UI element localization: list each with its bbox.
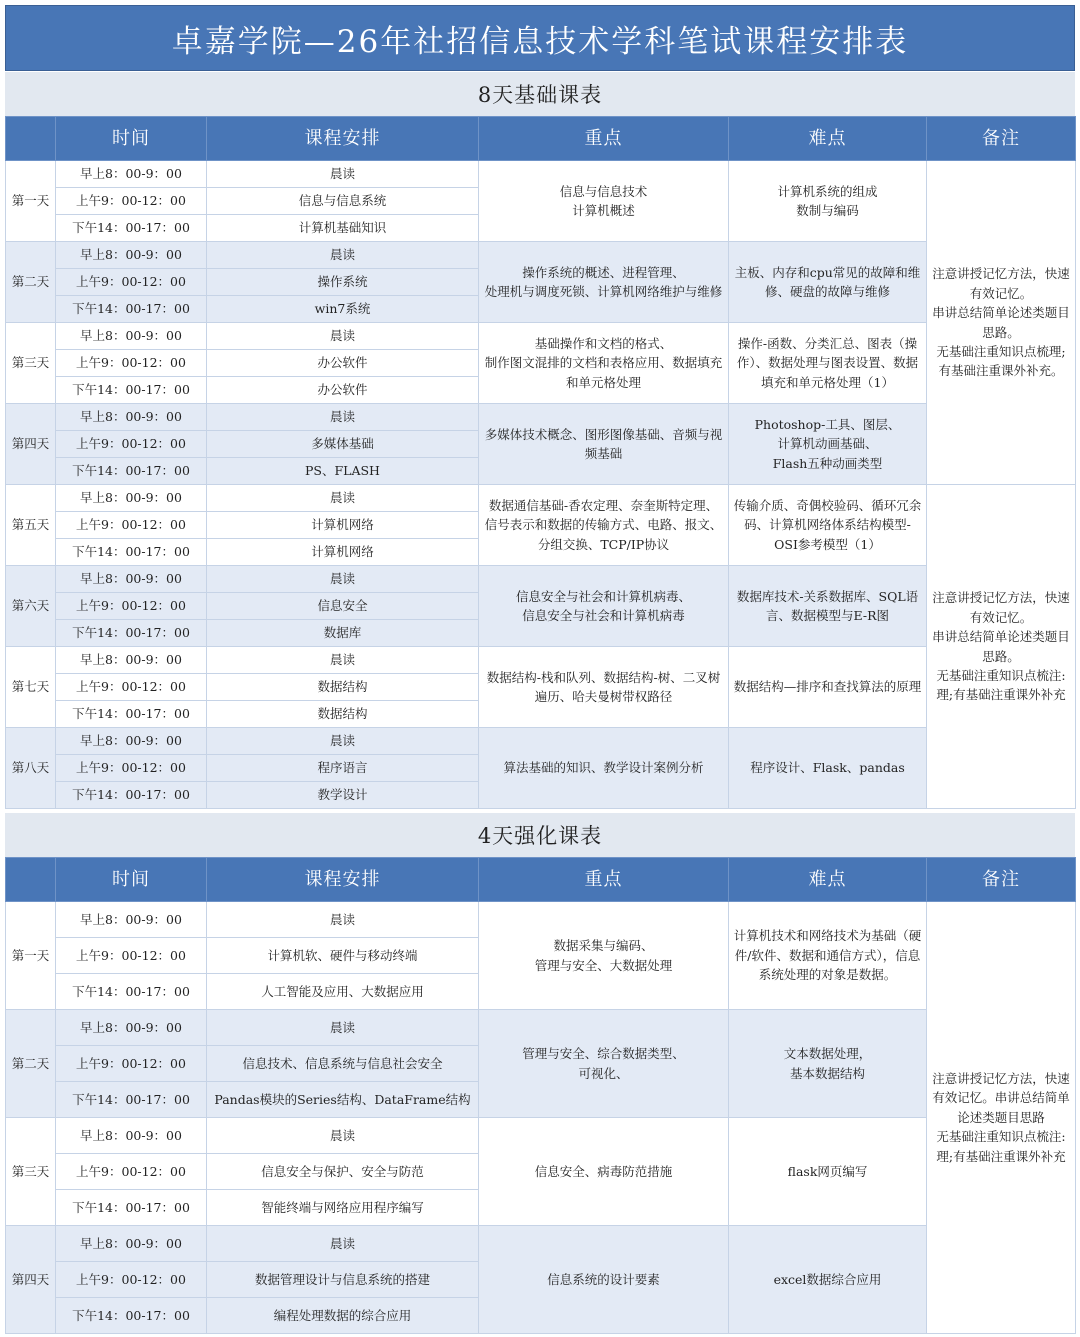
- time-cell: 早上8：00-9：00: [56, 404, 207, 431]
- header-difficulty: 难点: [729, 858, 927, 902]
- day-label: 第三天: [6, 1118, 56, 1226]
- course-cell: 晨读: [207, 485, 479, 512]
- table-row: [6, 902, 1076, 938]
- day-label: 第七天: [6, 647, 56, 728]
- course-cell: 晨读: [207, 242, 479, 269]
- header-blank: [6, 858, 56, 902]
- day-label: 第四天: [6, 1226, 56, 1334]
- key-point-cell: 多媒体技术概念、图形图像基础、音频与视频基础: [479, 404, 729, 485]
- table-row: [6, 485, 1076, 512]
- day-label: 第一天: [6, 902, 56, 1010]
- course-cell: 教学设计: [207, 782, 479, 809]
- time-cell: 上午9：00-12：00: [56, 938, 207, 974]
- time-cell: 下午14：00-17：00: [56, 215, 207, 242]
- course-cell: 信息与信息系统: [207, 188, 479, 215]
- course-cell: 信息安全与保护、安全与防范: [207, 1154, 479, 1190]
- table-row: [6, 1118, 1076, 1154]
- time-cell: 下午14：00-17：00: [56, 539, 207, 566]
- key-point-cell: 算法基础的知识、教学设计案例分析: [479, 728, 729, 809]
- course-cell: 晨读: [207, 161, 479, 188]
- key-point-cell: 管理与安全、综合数据类型、 可视化、: [479, 1010, 729, 1118]
- course-cell: 晨读: [207, 1226, 479, 1262]
- header-key: 重点: [479, 858, 729, 902]
- time-cell: 上午9：00-12：00: [56, 350, 207, 377]
- table-row: [6, 323, 1076, 350]
- time-cell: 上午9：00-12：00: [56, 1154, 207, 1190]
- time-cell: 下午14：00-17：00: [56, 296, 207, 323]
- course-cell: 计算机网络: [207, 539, 479, 566]
- time-cell: 上午9：00-12：00: [56, 188, 207, 215]
- course-cell: 数据库: [207, 620, 479, 647]
- time-cell: 上午9：00-12：00: [56, 1262, 207, 1298]
- time-cell: 下午14：00-17：00: [56, 458, 207, 485]
- course-cell: 晨读: [207, 728, 479, 755]
- course-cell: 操作系统: [207, 269, 479, 296]
- time-cell: 早上8：00-9：00: [56, 485, 207, 512]
- course-cell: 办公软件: [207, 377, 479, 404]
- section-title-intensive: 4天强化课表: [5, 813, 1075, 857]
- remarks-cell: 注意讲授记忆方法，快速有效记忆。 串讲总结简单论述类题目思路。 无基础注重知识点梳理;有基础注重课外补充。: [927, 161, 1076, 485]
- table-row: [6, 647, 1076, 674]
- course-cell: 计算机基础知识: [207, 215, 479, 242]
- time-cell: 上午9：00-12：00: [56, 755, 207, 782]
- course-cell: 计算机软、硬件与移动终端: [207, 938, 479, 974]
- time-cell: 下午14：00-17：00: [56, 377, 207, 404]
- header-difficulty: 难点: [729, 117, 927, 161]
- time-cell: 上午9：00-12：00: [56, 431, 207, 458]
- time-cell: 上午9：00-12：00: [56, 512, 207, 539]
- table-row: [6, 242, 1076, 269]
- remarks-cell: 注意讲授记忆方法，快速有效记忆。 串讲总结简单论述类题目思路。 无基础注重知识点梳注:理;有基础注重课外补充: [927, 485, 1076, 809]
- day-label: 第一天: [6, 161, 56, 242]
- header-key: 重点: [479, 117, 729, 161]
- time-cell: 早上8：00-9：00: [56, 161, 207, 188]
- header-blank: [6, 117, 56, 161]
- table-row: [6, 728, 1076, 755]
- time-cell: 早上8：00-9：00: [56, 1118, 207, 1154]
- course-cell: 晨读: [207, 1010, 479, 1046]
- time-cell: 上午9：00-12：00: [56, 1046, 207, 1082]
- course-cell: 信息安全: [207, 593, 479, 620]
- header-time: 时间: [56, 117, 207, 161]
- day-label: 第四天: [6, 404, 56, 485]
- time-cell: 下午14：00-17：00: [56, 782, 207, 809]
- basic-schedule-table: [5, 116, 1076, 809]
- key-point-cell: 信息与信息技术 计算机概述: [479, 161, 729, 242]
- course-cell: 晨读: [207, 404, 479, 431]
- time-cell: 早上8：00-9：00: [56, 323, 207, 350]
- time-cell: 早上8：00-9：00: [56, 728, 207, 755]
- time-cell: 下午14：00-17：00: [56, 1190, 207, 1226]
- course-cell: 晨读: [207, 902, 479, 938]
- key-point-cell: 数据通信基础-香农定理、奈奎斯特定理、信号表示和数据的传输方式、电路、报文、分组交换、TCP/IP协议: [479, 485, 729, 566]
- difficulty-cell: 操作-函数、分类汇总、图表（操作）、数据处理与图表设置、数据填充和单元格处理（1）: [729, 323, 927, 404]
- time-cell: 上午9：00-12：00: [56, 674, 207, 701]
- header-remarks: 备注: [927, 117, 1076, 161]
- course-cell: 晨读: [207, 1118, 479, 1154]
- table-row: [6, 404, 1076, 431]
- remarks-cell: 注意讲授记忆方法，快速有效记忆。串讲总结简单论述类题目思路 无基础注重知识点梳注:理;有基础注重课外补充: [927, 902, 1076, 1334]
- course-cell: Pandas模块的Series结构、DataFrame结构: [207, 1082, 479, 1118]
- table-row: [6, 566, 1076, 593]
- difficulty-cell: 数据库技术-关系数据库、SQL语言、数据模型与E-R图: [729, 566, 927, 647]
- day-label: 第六天: [6, 566, 56, 647]
- key-point-cell: 信息安全、病毒防范措施: [479, 1118, 729, 1226]
- day-label: 第三天: [6, 323, 56, 404]
- section-title-basic: 8天基础课表: [5, 72, 1075, 116]
- time-cell: 上午9：00-12：00: [56, 269, 207, 296]
- course-cell: 晨读: [207, 323, 479, 350]
- difficulty-cell: 传输介质、奇偶校验码、循环冗余码、计算机网络体系结构模型-OSI参考模型（1）: [729, 485, 927, 566]
- time-cell: 下午14：00-17：00: [56, 701, 207, 728]
- day-label: 第二天: [6, 242, 56, 323]
- course-cell: 多媒体基础: [207, 431, 479, 458]
- time-cell: 下午14：00-17：00: [56, 1298, 207, 1334]
- time-cell: 早上8：00-9：00: [56, 242, 207, 269]
- time-cell: 早上8：00-9：00: [56, 566, 207, 593]
- course-cell: 信息技术、信息系统与信息社会安全: [207, 1046, 479, 1082]
- course-cell: 计算机网络: [207, 512, 479, 539]
- key-point-cell: 操作系统的概述、进程管理、 处理机与调度死锁、计算机网络维护与维修: [479, 242, 729, 323]
- header-time: 时间: [56, 858, 207, 902]
- course-cell: win7系统: [207, 296, 479, 323]
- difficulty-cell: 计算机系统的组成 数制与编码: [729, 161, 927, 242]
- time-cell: 下午14：00-17：00: [56, 1082, 207, 1118]
- course-cell: 编程处理数据的综合应用: [207, 1298, 479, 1334]
- course-cell: 数据结构: [207, 701, 479, 728]
- time-cell: 早上8：00-9：00: [56, 647, 207, 674]
- table-row: [6, 1010, 1076, 1046]
- difficulty-cell: 数据结构—排序和查找算法的原理: [729, 647, 927, 728]
- time-cell: 早上8：00-9：00: [56, 902, 207, 938]
- difficulty-cell: 计算机技术和网络技术为基础（硬件/软件、数据和通信方式），信息系统处理的对象是数据。: [729, 902, 927, 1010]
- time-cell: 早上8：00-9：00: [56, 1226, 207, 1262]
- day-label: 第五天: [6, 485, 56, 566]
- key-point-cell: 信息安全与社会和计算机病毒、 信息安全与社会和计算机病毒: [479, 566, 729, 647]
- key-point-cell: 基础操作和文档的格式、 制作图文混排的文档和表格应用、数据填充和单元格处理: [479, 323, 729, 404]
- table-row: [6, 161, 1076, 188]
- difficulty-cell: 主板、内存和cpu常见的故障和维修、硬盘的故障与维修: [729, 242, 927, 323]
- difficulty-cell: 程序设计、Flask、pandas: [729, 728, 927, 809]
- difficulty-cell: Photoshop-工具、图层、 计算机动画基础、 Flash五种动画类型: [729, 404, 927, 485]
- course-cell: 程序语言: [207, 755, 479, 782]
- key-point-cell: 信息系统的设计要素: [479, 1226, 729, 1334]
- course-cell: 智能终端与网络应用程序编写: [207, 1190, 479, 1226]
- course-cell: 晨读: [207, 647, 479, 674]
- intensive-schedule-table: [5, 857, 1076, 1334]
- header-remarks: 备注: [927, 858, 1076, 902]
- difficulty-cell: flask网页编写: [729, 1118, 927, 1226]
- day-label: 第二天: [6, 1010, 56, 1118]
- difficulty-cell: 文本数据处理， 基本数据结构: [729, 1010, 927, 1118]
- key-point-cell: 数据结构-栈和队列、数据结构-树、二叉树遍历、哈夫曼树带权路径: [479, 647, 729, 728]
- course-cell: PS、FLASH: [207, 458, 479, 485]
- page-title: 卓嘉学院—26年社招信息技术学科笔试课程安排表: [5, 5, 1075, 71]
- time-cell: 下午14：00-17：00: [56, 620, 207, 647]
- time-cell: 上午9：00-12：00: [56, 593, 207, 620]
- course-cell: 人工智能及应用、大数据应用: [207, 974, 479, 1010]
- table-row: [6, 1226, 1076, 1262]
- header-course: 课程安排: [207, 858, 479, 902]
- day-label: 第八天: [6, 728, 56, 809]
- difficulty-cell: excel数据综合应用: [729, 1226, 927, 1334]
- time-cell: 早上8：00-9：00: [56, 1010, 207, 1046]
- time-cell: 下午14：00-17：00: [56, 974, 207, 1010]
- header-course: 课程安排: [207, 117, 479, 161]
- course-cell: 晨读: [207, 566, 479, 593]
- key-point-cell: 数据采集与编码、 管理与安全、大数据处理: [479, 902, 729, 1010]
- course-cell: 数据结构: [207, 674, 479, 701]
- course-cell: 数据管理设计与信息系统的搭建: [207, 1262, 479, 1298]
- course-cell: 办公软件: [207, 350, 479, 377]
